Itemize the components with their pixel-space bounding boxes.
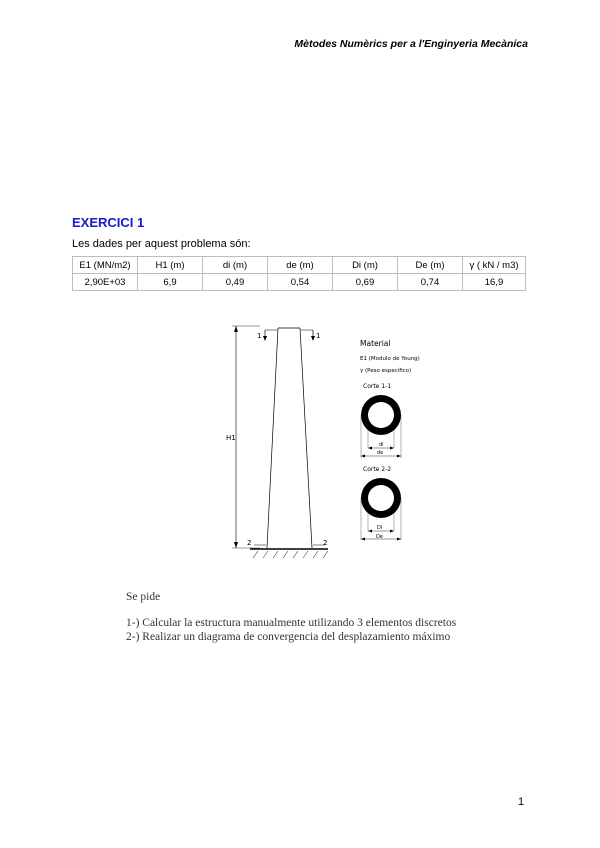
col-header-gamma: γ ( kN / m3) <box>463 257 526 274</box>
task-item-1: 1-) Calcular la estructura manualmente utilizando 3 elementos discretos <box>126 617 457 629</box>
material-title: Material <box>360 339 391 348</box>
node-label-2-right: 2 <box>323 539 328 547</box>
col-header-di: di (m) <box>203 257 268 274</box>
cell-di: 0,49 <box>203 274 268 291</box>
task-list <box>126 590 456 644</box>
cell-gamma: 16,9 <box>463 274 526 291</box>
col-header-Di: Di (m) <box>333 257 398 274</box>
material-e-label: E1 (Modulo de Young) <box>360 356 420 362</box>
cell-e1: 2,90E+03 <box>73 274 138 291</box>
col-header-de: de (m) <box>268 257 333 274</box>
table-header-row <box>73 257 526 274</box>
section-1-outer-label: de <box>377 450 384 456</box>
node-label-1-left: 1 <box>257 332 262 340</box>
column-diagram <box>220 318 420 568</box>
node-label-2-left: 2 <box>247 539 252 547</box>
exercise-title: EXERCICI 1 <box>72 215 145 230</box>
height-dimension <box>232 326 260 548</box>
data-table <box>72 256 526 291</box>
page-header: Mètodes Numèrics per a l'Enginyeria Mecànica <box>294 38 528 50</box>
col-header-h1: H1 (m) <box>138 257 203 274</box>
cut-1-marks <box>263 330 315 341</box>
material-gamma-label: γ (Peso específico) <box>360 368 412 374</box>
section-2-inner-label: Di <box>377 525 383 531</box>
cell-De: 0,74 <box>398 274 463 291</box>
exercise-intro: Les dades per aquest problema són: <box>72 238 251 250</box>
section-1-ring <box>361 395 401 435</box>
cell-de: 0,54 <box>268 274 333 291</box>
section-1-title: Corte 1-1 <box>363 383 392 390</box>
table-row <box>73 274 526 291</box>
section-1-inner-label: di <box>379 442 384 448</box>
section-2-ring <box>361 478 401 518</box>
cell-h1: 6,9 <box>138 274 203 291</box>
col-header-De: De (m) <box>398 257 463 274</box>
node-label-1-right: 1 <box>316 332 321 340</box>
task-intro: Se pide <box>126 591 161 603</box>
column <box>267 328 312 548</box>
section-2-title: Corte 2-2 <box>363 466 392 473</box>
height-label: H1 <box>226 434 236 442</box>
page-number: 1 <box>518 796 525 808</box>
task-item-2: 2-) Realizar un diagrama de convergencia del desplazamiento máximo <box>126 631 451 643</box>
fixed-support <box>250 549 328 558</box>
section-2-outer-label: De <box>376 534 383 540</box>
col-header-e1: E1 (MN/m2) <box>73 257 138 274</box>
cell-Di: 0,69 <box>333 274 398 291</box>
